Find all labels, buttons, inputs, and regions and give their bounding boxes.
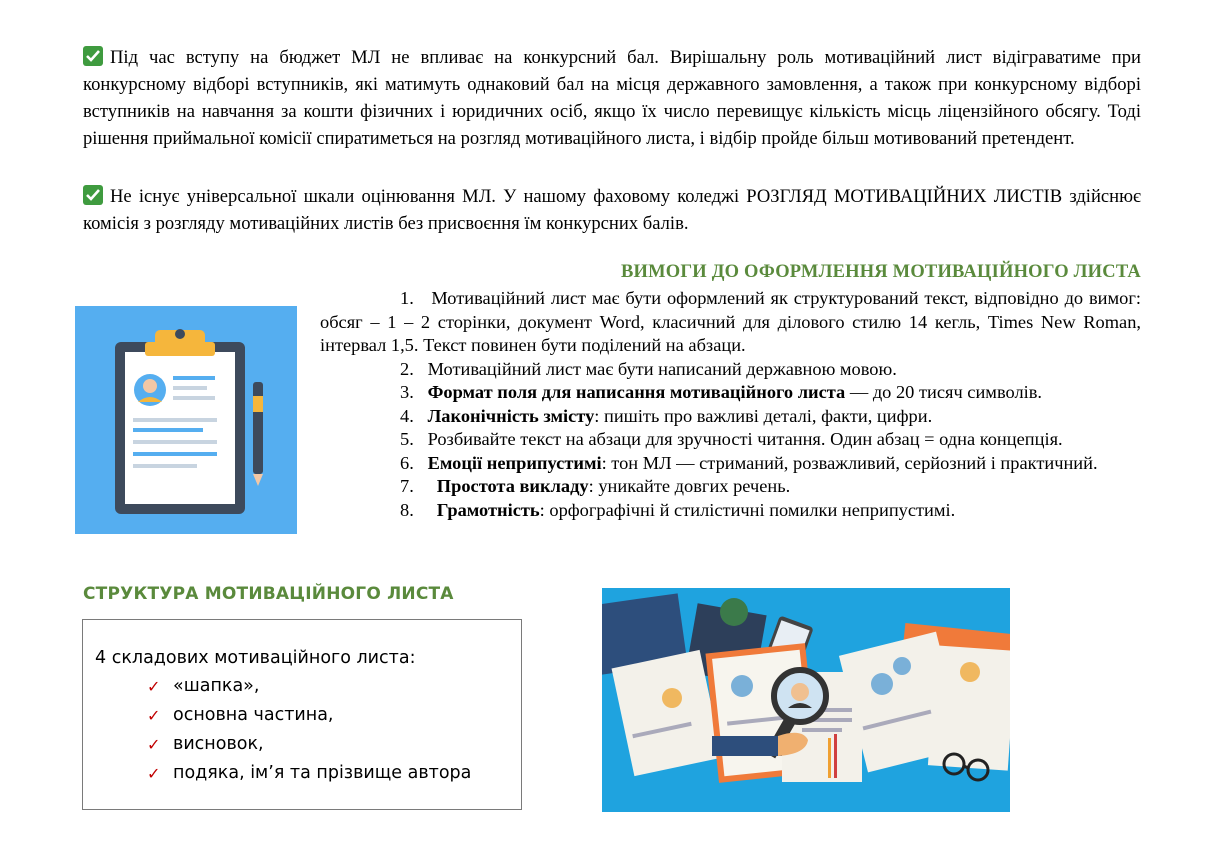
intro-text-1: Під час вступу на бюджет МЛ не впливає на конкурсний бал. Вирішальну роль мотиваційний лист відіграватиме при конкурсному відборі вступників, які матимуть однаковий бал на місця державного замовлення, а також при конкурсному відборі вступників на навчання за кошти фізичних і юридичних осіб, якщо їх число перевищує кількість місць ліцензійного обсягу. Тоді рішення приймальної комісії спиратиметься на розгляд мотиваційного листа, і відбір пройде більш мотивований претендент. xyxy=(83,47,1141,149)
requirements-heading: ВИМОГИ ДО ОФОРМЛЕННЯ МОТИВАЦІЙНОГО ЛИСТА xyxy=(620,262,1141,282)
check-box-icon xyxy=(83,185,103,205)
structure-heading: СТРУКТУРА МОТИВАЦІЙНОГО ЛИСТА xyxy=(83,584,454,604)
requirement-item: 6. Емоції неприпустимі: тон МЛ — стриманий, розважливий, серйозний і практичний. xyxy=(400,452,1098,473)
structure-item: ✓ висновок, xyxy=(147,730,471,759)
requirements-list xyxy=(320,287,1141,522)
structure-box-title: 4 складових мотиваційного листа: xyxy=(95,648,416,668)
structure-list xyxy=(147,672,471,788)
resumes-illustration xyxy=(602,588,1010,812)
red-check-icon: ✓ xyxy=(147,764,161,783)
clipboard-icon xyxy=(75,306,297,534)
intro-text-2: Не існує універсальної шкали оцінювання МЛ. У нашому фаховому коледжі РОЗГЛЯД МОТИВАЦІЙНИХ ЛИСТІВ здійснює комісія з розгляду мотиваційних листів без присвоєння їм конкурсних балів. xyxy=(83,186,1141,234)
red-check-icon: ✓ xyxy=(147,677,161,696)
red-check-icon: ✓ xyxy=(147,706,161,725)
requirement-item: 4. Лаконічність змісту: пишіть про важливі деталі, факти, цифри. xyxy=(400,405,933,426)
structure-item: ✓ подяка, ім’я та прізвище автора xyxy=(147,759,471,788)
requirement-item: 7. Простота викладу: уникайте довгих речень. xyxy=(400,476,791,496)
structure-box xyxy=(82,619,522,810)
requirement-item: 2. Мотиваційний лист має бути написаний державною мовою. xyxy=(400,358,897,379)
structure-item: ✓ «шапка», xyxy=(147,672,471,701)
requirement-item: 8. Грамотність: орфографічні й стилістичні помилки неприпустимі. xyxy=(400,499,956,520)
check-box-icon xyxy=(83,46,103,66)
requirement-item: 1. Мотиваційний лист має бути оформлений як структурований текст, відповідно до вимог: обсяг – 1 – 2 сторінки, документ Word, класичний для ділового стилю 14 кегль, Times New Roman, інтервал 1,5. Текст повинен бути поділений на абзаци. xyxy=(320,288,1141,355)
intro-paragraph-2 xyxy=(83,183,1141,237)
requirement-item: 3. Формат поля для написання мотиваційного листа — до 20 тисяч символів. xyxy=(400,382,1043,402)
intro-paragraph-1 xyxy=(83,44,1141,152)
red-check-icon: ✓ xyxy=(147,735,161,754)
clipboard-illustration xyxy=(75,306,297,534)
structure-item: ✓ основна частина, xyxy=(147,701,471,730)
requirement-item: 5. Розбивайте текст на абзаци для зручності читання. Один абзац = одна концепція. xyxy=(400,429,1063,449)
